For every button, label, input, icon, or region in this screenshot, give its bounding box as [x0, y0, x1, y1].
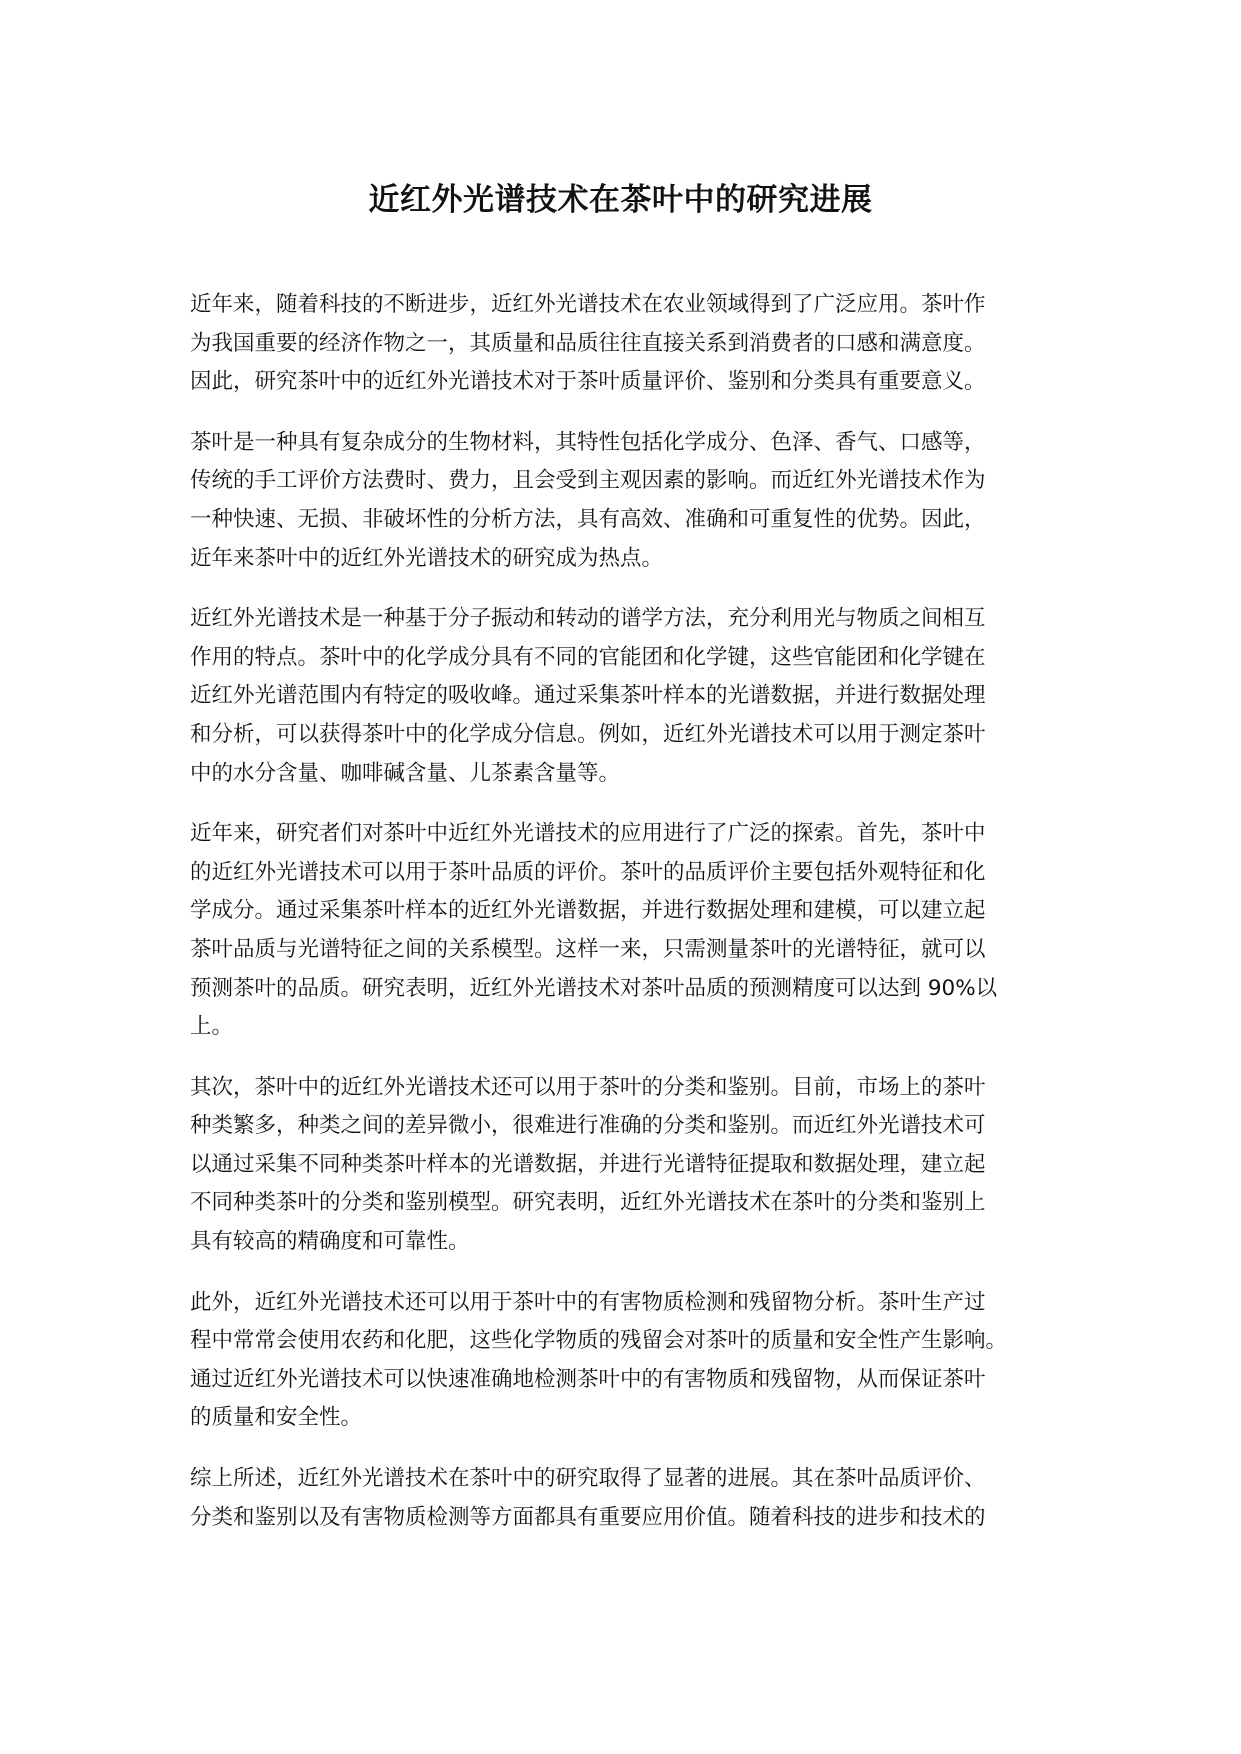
document-title: 近红外光谱技术在茶叶中的研究进展 [368, 182, 873, 218]
paragraph-line: 通过近红外光谱技术可以快速准确地检测茶叶中的有害物质和残留物，从而保证茶叶 [190, 1366, 986, 1392]
paragraph-line: 茶叶品质与光谱特征之间的关系模型。这样一来，只需测量茶叶的光谱特征，就可以 [190, 936, 986, 962]
paragraph-1 [190, 286, 1070, 402]
paragraph-line: 作用的特点。茶叶中的化学成分具有不同的官能团和化学键，这些官能团和化学键在 [190, 644, 986, 670]
paragraph-line: 因此，研究茶叶中的近红外光谱技术对于茶叶质量评价、鉴别和分类具有重要意义。 [190, 369, 986, 395]
paragraph-line: 以通过采集不同种类茶叶样本的光谱数据，并进行光谱特征提取和数据处理，建立起 [190, 1151, 986, 1177]
paragraph-2 [190, 424, 1070, 578]
paragraph-line: 程中常常会使用农药和化肥，这些化学物质的残留会对茶叶的质量和安全性产生影响。 [190, 1328, 1008, 1354]
paragraph-line: 此外，近红外光谱技术还可以用于茶叶中的有害物质检测和残留物分析。茶叶生产过 [190, 1289, 986, 1315]
paragraph-line: 茶叶是一种具有复杂成分的生物材料，其特性包括化学成分、色泽、香气、口感等， [190, 429, 986, 455]
paragraph-7 [190, 1460, 1070, 1537]
paragraph-line: 为我国重要的经济作物之一，其质量和品质往往直接关系到消费者的口感和满意度。 [190, 330, 986, 356]
paragraph-line: 的质量和安全性。 [190, 1405, 363, 1431]
paragraph-6 [190, 1284, 1070, 1438]
paragraph-line: 近年来，随着科技的不断进步，近红外光谱技术在农业领域得到了广泛应用。茶叶作 [190, 292, 986, 317]
paragraph-5 [190, 1069, 1070, 1262]
paragraph-line: 和分析，可以获得茶叶中的化学成分信息。例如，近红外光谱技术可以用于测定茶叶 [190, 721, 986, 747]
paragraph-line: 一种快速、无损、非破坏性的分析方法，具有高效、准确和可重复性的优势。因此， [190, 506, 986, 532]
paragraph-line: 综上所述，近红外光谱技术在茶叶中的研究取得了显著的进展。其在茶叶品质评价、 [190, 1466, 986, 1492]
paragraph-3 [190, 600, 1070, 793]
paragraph-line: 预测茶叶的品质。研究表明，近红外光谱技术对茶叶品质的预测精度可以达到 90%以 [190, 975, 998, 1001]
paragraph-line: 其次，茶叶中的近红外光谱技术还可以用于茶叶的分类和鉴别。目前，市场上的茶叶 [190, 1074, 986, 1100]
paragraph-line: 近年来，研究者们对茶叶中近红外光谱技术的应用进行了广泛的探索。首先，茶叶中 [190, 821, 986, 847]
paragraph-line: 近红外光谱技术是一种基于分子振动和转动的谱学方法，充分利用光与物质之间相互 [190, 606, 986, 632]
paragraph-line: 的近红外光谱技术可以用于茶叶品质的评价。茶叶的品质评价主要包括外观特征和化 [190, 859, 986, 885]
paragraph-line: 不同种类茶叶的分类和鉴别模型。研究表明，近红外光谱技术在茶叶的分类和鉴别上 [190, 1190, 986, 1216]
paragraph-line: 近年来茶叶中的近红外光谱技术的研究成为热点。 [190, 545, 664, 571]
paragraph-line: 近红外光谱范围内有特定的吸收峰。通过采集茶叶样本的光谱数据，并进行数据处理 [190, 683, 986, 709]
document-body [190, 286, 1070, 1559]
paragraph-line: 分类和鉴别以及有害物质检测等方面都具有重要应用价值。随着科技的进步和技术的 [190, 1504, 986, 1530]
paragraph-line: 学成分。通过采集茶叶样本的近红外光谱数据，并进行数据处理和建模，可以建立起 [190, 898, 986, 924]
paragraph-4 [190, 815, 1070, 1047]
paragraph-line: 传统的手工评价方法费时、费力，且会受到主观因素的影响。而近红外光谱技术作为 [190, 468, 986, 494]
paragraph-line: 上。 [190, 1014, 234, 1040]
paragraph-line: 种类繁多，种类之间的差异微小，很难进行准确的分类和鉴别。而近红外光谱技术可 [190, 1113, 986, 1139]
paragraph-line: 中的水分含量、咖啡碱含量、儿茶素含量等。 [190, 760, 621, 786]
paragraph-line: 具有较高的精确度和可靠性。 [190, 1229, 470, 1255]
